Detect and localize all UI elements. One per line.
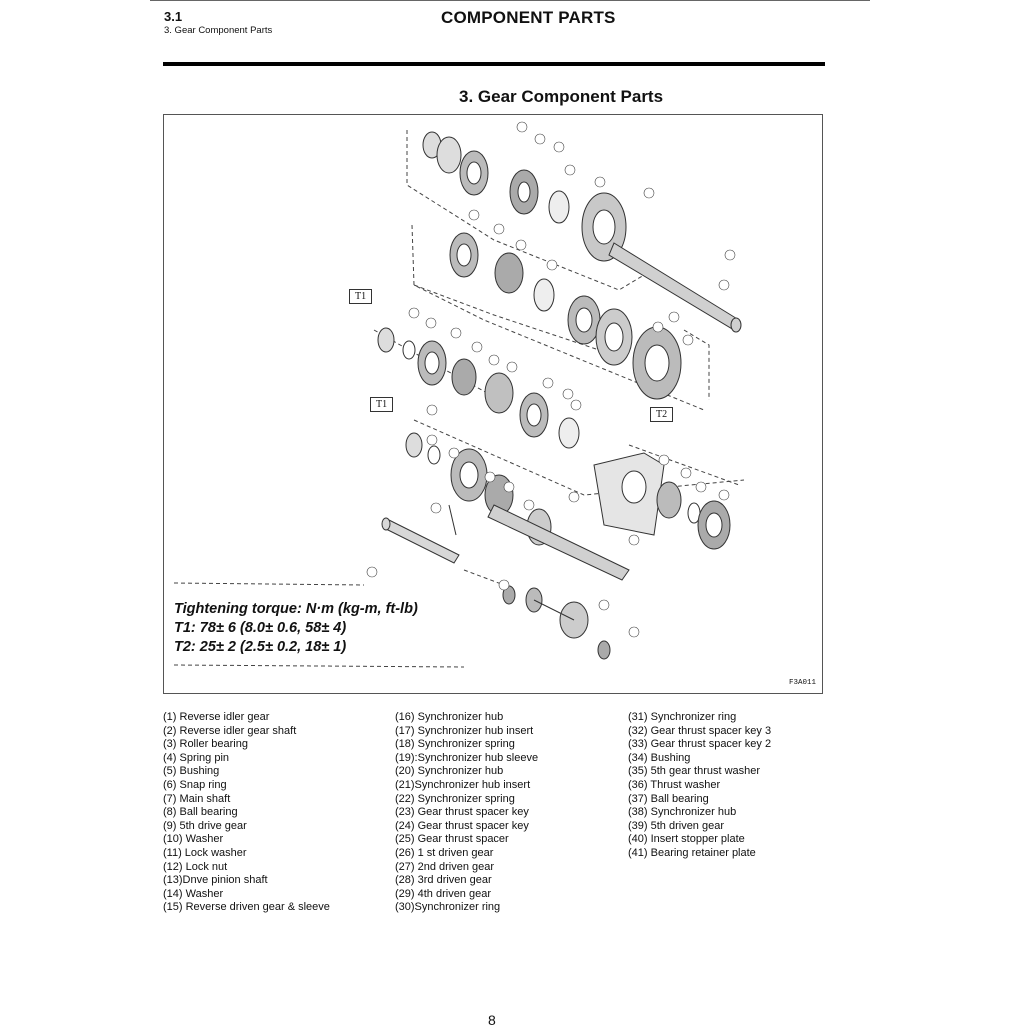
list-item: (36) Thrust washer <box>628 778 721 791</box>
list-item: (11) Lock washer <box>163 846 247 859</box>
section-number: 3.1 <box>164 9 183 24</box>
list-item: (18) Synchronizer spring <box>395 738 515 751</box>
torque-heading: Tightening torque: N·m (kg-m, ft-lb) <box>174 601 418 617</box>
list-item: (4) Spring pin <box>163 751 230 764</box>
list-item: (38) Synchronizer hub <box>628 806 737 819</box>
page-header-title: COMPONENT PARTS <box>441 8 616 27</box>
torque-t2: T2: 25± 2 (2.5± 0.2, 18± 1) <box>174 639 347 655</box>
list-item: (20) Synchronizer hub <box>395 765 504 778</box>
list-item: (23) Gear thrust spacer key <box>395 806 529 819</box>
parts-list-column-3 <box>628 711 771 861</box>
torque-callout-t1-upper: T1 <box>349 289 372 304</box>
list-item: (12) Lock nut <box>163 860 228 873</box>
exploded-view-figure <box>163 114 823 694</box>
list-item: (26) 1 st driven gear <box>395 846 494 859</box>
list-item: (16) Synchronizer hub <box>395 711 504 723</box>
list-item: (15) Reverse driven gear & sleeve <box>163 901 330 914</box>
list-item: (37) Ball bearing <box>628 792 709 805</box>
list-item: (30)Synchronizer ring <box>395 901 501 914</box>
list-item: (17) Synchronizer hub insert <box>395 724 534 737</box>
list-item: (10) Washer <box>163 833 224 846</box>
header-divider <box>163 62 825 66</box>
list-item: (31) Synchronizer ring <box>628 711 737 723</box>
list-item: (32) Gear thrust spacer key 3 <box>628 724 772 737</box>
list-item: (3) Roller bearing <box>163 738 248 751</box>
list-item: (27) 2nd driven gear <box>395 860 495 873</box>
torque-t1: T1: 78± 6 (8.0± 0.6, 58± 4) <box>174 620 347 636</box>
list-item: (33) Gear thrust spacer key 2 <box>628 738 772 751</box>
list-item: (41) Bearing retainer plate <box>628 846 756 859</box>
list-item: (13)Dnve pinion shaft <box>163 874 268 887</box>
page-heading: 3. Gear Component Parts <box>459 87 664 106</box>
list-item: (19):Synchronizer hub sleeve <box>395 751 539 764</box>
list-item: (24) Gear thrust spacer key <box>395 819 529 832</box>
list-item: (8) Ball bearing <box>163 806 238 819</box>
torque-callout-t1-lower: T1 <box>370 397 393 412</box>
list-item: (6) Snap ring <box>163 778 227 791</box>
top-rule <box>150 0 870 1</box>
list-item: (35) 5th gear thrust washer <box>628 765 761 778</box>
list-item: (29) 4th driven gear <box>395 887 491 900</box>
list-item: (40) Insert stopper plate <box>628 833 745 846</box>
list-item: (14) Washer <box>163 887 224 900</box>
list-item: (25) Gear thrust spacer <box>395 833 509 846</box>
list-item: (34) Bushing <box>628 751 691 764</box>
list-item: (1) Reverse idler gear <box>163 711 270 723</box>
list-item: (5) Bushing <box>163 765 220 778</box>
list-item: (21)Synchronizer hub insert <box>395 778 531 791</box>
list-item: (2) Reverse idler gear shaft <box>163 724 297 737</box>
list-item: (7) Main shaft <box>163 792 231 805</box>
parts-list-column-1 <box>163 711 330 915</box>
list-item: (39) 5th driven gear <box>628 819 724 832</box>
torque-callout-t2: T2 <box>650 407 673 422</box>
tightening-torque-legend <box>174 600 474 657</box>
list-item: (9) 5th drive gear <box>163 819 247 832</box>
list-item: (28) 3rd driven gear <box>395 874 492 887</box>
section-subtitle: 3. Gear Component Parts <box>164 25 273 36</box>
page-number: 8 <box>488 1012 496 1028</box>
parts-list-column-2 <box>395 711 538 915</box>
list-item: (22) Synchronizer spring <box>395 792 515 805</box>
figure-code: F3A011 <box>788 679 816 687</box>
